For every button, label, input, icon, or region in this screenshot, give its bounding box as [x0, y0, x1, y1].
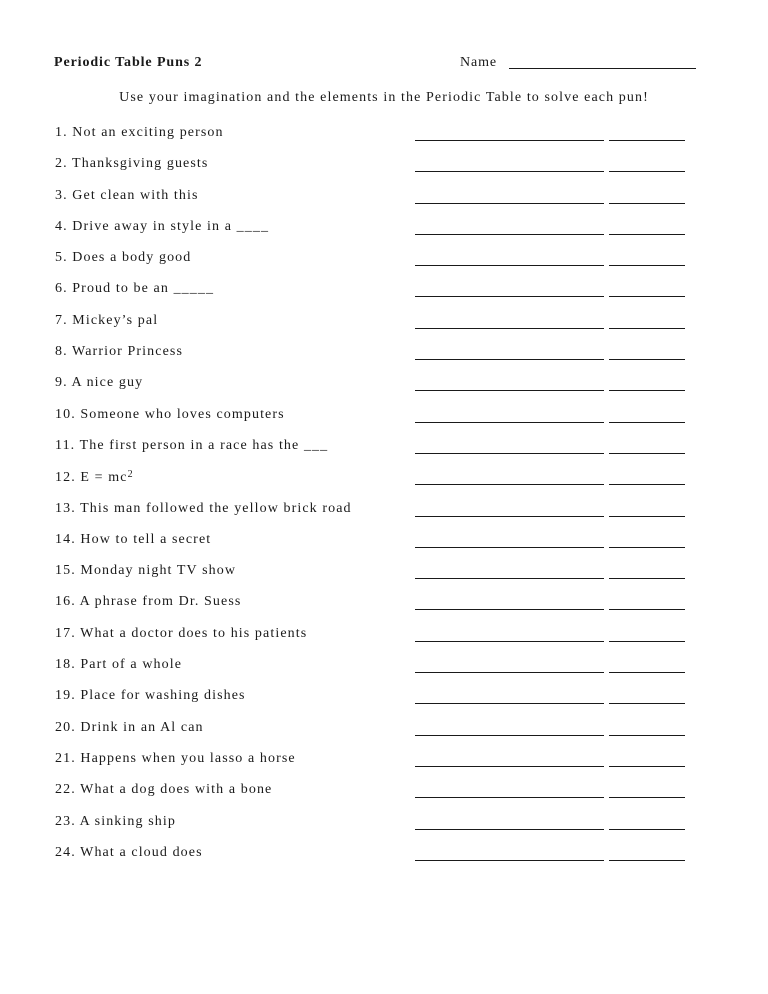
name-label: Name — [460, 55, 498, 70]
element-answer-field[interactable] — [415, 735, 604, 736]
symbol-answer-field[interactable] — [609, 609, 685, 610]
question-prompt — [55, 188, 199, 204]
question-text: 13. This man followed the yellow brick road — [55, 500, 352, 516]
question-prompt — [55, 751, 296, 767]
element-answer-field[interactable] — [415, 203, 604, 204]
question-text: 15. Monday night TV show — [55, 563, 237, 579]
element-answer-field[interactable] — [415, 484, 604, 485]
question-text: 5. Does a body good — [55, 250, 192, 266]
question-row — [0, 687, 768, 718]
question-row — [0, 343, 768, 374]
question-row — [0, 437, 768, 468]
question-prompt — [55, 219, 269, 235]
question-prompt — [55, 814, 176, 830]
question-prompt — [55, 313, 158, 329]
element-answer-field[interactable] — [415, 547, 604, 548]
question-prompt — [55, 344, 183, 360]
symbol-answer-field[interactable] — [609, 703, 685, 704]
element-answer-field[interactable] — [415, 453, 604, 454]
symbol-answer-field[interactable] — [609, 453, 685, 454]
symbol-answer-field[interactable] — [609, 829, 685, 830]
symbol-answer-field[interactable] — [609, 265, 685, 266]
question-prompt — [55, 563, 236, 579]
question-text: 16. A phrase from Dr. Suess — [55, 594, 242, 610]
symbol-answer-field[interactable] — [609, 296, 685, 297]
element-answer-field[interactable] — [415, 516, 604, 517]
question-prompt — [55, 156, 208, 172]
question-prompt — [55, 407, 285, 423]
element-answer-field[interactable] — [415, 860, 604, 861]
question-text: 7. Mickey’s pal — [55, 312, 159, 328]
question-row — [0, 468, 768, 499]
question-row — [0, 218, 768, 249]
question-text: 3. Get clean with this — [55, 187, 199, 203]
symbol-answer-field[interactable] — [609, 641, 685, 642]
element-answer-field[interactable] — [415, 766, 604, 767]
question-text: 21. Happens when you lasso a horse — [55, 750, 296, 766]
question-text: 22. What a dog does with a bone — [55, 782, 273, 798]
question-row — [0, 562, 768, 593]
element-answer-field[interactable] — [415, 797, 604, 798]
element-answer-field[interactable] — [415, 422, 604, 423]
element-answer-field[interactable] — [415, 140, 604, 141]
question-text: 14. How to tell a secret — [55, 531, 212, 547]
question-row — [0, 625, 768, 656]
question-prompt — [55, 720, 204, 736]
question-row — [0, 813, 768, 844]
element-answer-field[interactable] — [415, 328, 604, 329]
question-text: 11. The first person in a race has the ___ — [55, 437, 329, 453]
question-text: 24. What a cloud does — [55, 844, 203, 860]
symbol-answer-field[interactable] — [609, 672, 685, 673]
question-text: 19. Place for washing dishes — [55, 688, 246, 704]
question-row — [0, 656, 768, 687]
question-text: 10. Someone who loves computers — [55, 406, 285, 422]
question-row — [0, 500, 768, 531]
question-row — [0, 531, 768, 562]
symbol-answer-field[interactable] — [609, 516, 685, 517]
superscript: 2 — [127, 469, 134, 481]
question-prompt — [55, 845, 203, 861]
question-row — [0, 781, 768, 812]
symbol-answer-field[interactable] — [609, 359, 685, 360]
symbol-answer-field[interactable] — [609, 797, 685, 798]
question-prompt — [55, 281, 214, 297]
question-row — [0, 249, 768, 280]
worksheet-title: Periodic Table Puns 2 — [54, 55, 203, 70]
element-answer-field[interactable] — [415, 359, 604, 360]
symbol-answer-field[interactable] — [609, 735, 685, 736]
symbol-answer-field[interactable] — [609, 171, 685, 172]
symbol-answer-field[interactable] — [609, 203, 685, 204]
question-prompt — [55, 626, 307, 642]
question-row — [0, 124, 768, 155]
question-prompt — [55, 782, 272, 798]
symbol-answer-field[interactable] — [609, 140, 685, 141]
symbol-answer-field[interactable] — [609, 484, 685, 485]
element-answer-field[interactable] — [415, 641, 604, 642]
question-text: 2. Thanksgiving guests — [55, 156, 209, 172]
question-text: 1. Not an exciting person — [55, 125, 224, 140]
symbol-answer-field[interactable] — [609, 860, 685, 861]
question-row — [0, 155, 768, 186]
question-text: 17. What a doctor does to his patients — [55, 625, 308, 641]
question-row — [0, 280, 768, 311]
question-text: 4. Drive away in style in a ____ — [55, 218, 270, 234]
question-text: 9. A nice guy — [55, 375, 144, 391]
question-row — [0, 187, 768, 218]
element-answer-field[interactable] — [415, 829, 604, 830]
element-answer-field[interactable] — [415, 703, 604, 704]
question-text: 6. Proud to be an _____ — [55, 281, 215, 297]
question-text: 12. E = mc — [55, 470, 128, 486]
element-answer-field[interactable] — [415, 609, 604, 610]
question-row — [0, 719, 768, 750]
symbol-answer-field[interactable] — [609, 390, 685, 391]
question-row — [0, 844, 768, 875]
question-row — [0, 374, 768, 405]
question-row — [0, 406, 768, 437]
question-row — [0, 593, 768, 624]
question-row — [0, 750, 768, 781]
question-text: 8. Warrior Princess — [55, 344, 183, 360]
question-text: 23. A sinking ship — [55, 813, 176, 829]
symbol-answer-field[interactable] — [609, 422, 685, 423]
element-answer-field[interactable] — [415, 234, 604, 235]
element-answer-field[interactable] — [415, 578, 604, 579]
question-list — [0, 124, 768, 875]
symbol-answer-field[interactable] — [609, 766, 685, 767]
question-text: 20. Drink in an Al can — [55, 719, 204, 735]
element-answer-field[interactable] — [415, 390, 604, 391]
question-prompt — [55, 657, 182, 673]
question-prompt — [55, 375, 143, 391]
element-answer-field[interactable] — [415, 265, 604, 266]
symbol-answer-field[interactable] — [609, 328, 685, 329]
question-row — [0, 312, 768, 343]
name-field[interactable] — [509, 68, 696, 69]
question-prompt — [55, 532, 211, 548]
question-prompt — [55, 438, 328, 454]
element-answer-field[interactable] — [415, 296, 604, 297]
question-prompt — [55, 594, 241, 610]
element-answer-field[interactable] — [415, 171, 604, 172]
instructions: Use your imagination and the elements in the Periodic Table to solve each pun! — [119, 90, 649, 105]
symbol-answer-field[interactable] — [609, 234, 685, 235]
symbol-answer-field[interactable] — [609, 578, 685, 579]
symbol-answer-field[interactable] — [609, 547, 685, 548]
element-answer-field[interactable] — [415, 672, 604, 673]
question-prompt — [55, 501, 352, 517]
question-prompt — [55, 469, 134, 486]
question-prompt — [55, 688, 246, 704]
question-prompt — [55, 125, 224, 141]
question-prompt — [55, 250, 191, 266]
question-text: 18. Part of a whole — [55, 657, 183, 673]
